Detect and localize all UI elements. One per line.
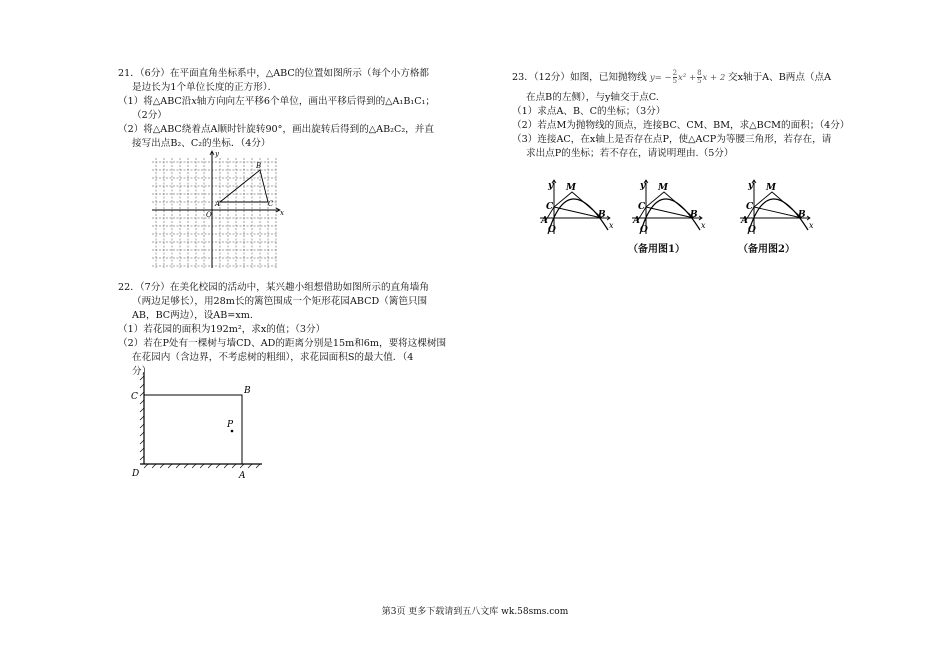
q23-fig1-label-m: M (566, 183, 576, 193)
q23-figure-main (538, 176, 618, 238)
q22-label-c: C (131, 392, 138, 402)
q21-line-2: 是边长为1个单位长度的正方形）． (132, 82, 278, 93)
q23-fig2-label-a: A (633, 216, 640, 226)
q22-label-a: A (239, 471, 246, 481)
page-footer: 第3页 更多下载请到五八文库 wk.58sms.com (381, 607, 569, 617)
q23-fig1-label-o: O (548, 225, 556, 235)
q21-label-a: A (215, 200, 221, 208)
q23-line-2: 在点B的左侧），与y轴交于点C. (526, 92, 659, 103)
q23-fig3-label-b: B (798, 210, 806, 220)
q23-line-1: 23．（12分）如图，已知抛物线 y= − $\frac{2}{5}$ x² + $\frac{8}{5}$ x + 2 交x轴于A、B两点（点A (512, 69, 832, 85)
q23-fig2-label-m: M (658, 183, 668, 193)
q23-figure-spare-2 (738, 176, 818, 238)
q23-caption-spare-1: （备用图1） (628, 244, 685, 255)
q22-line-7: 分） (132, 366, 152, 377)
q23-fig2-label-o: O (640, 225, 648, 235)
q23-fig2-label-c: C (638, 202, 646, 212)
q22-line-5: （2）若在P处有一棵树与墙CD、AD的距离分别是15m和6m，要将这棵树围 (118, 338, 447, 349)
q23-fig1-label-x: x (609, 221, 614, 230)
q22-line-1: 22．（7分）在美化校园的活动中，某兴趣小组想借助如图所示的直角墙角 (118, 282, 429, 293)
q21-label-o: O (206, 211, 212, 219)
q21-line-4: （2分） (132, 110, 167, 121)
q23-line-5: （3）连接AC，在x轴上是否存在点P，使△ACP为等腰三角形，若存在，请 (512, 134, 832, 145)
q21-label-b: B (256, 162, 262, 170)
q22-line-3: AB，BC两边），设AB=xm. (132, 310, 253, 321)
q21-line-6: 接写出点B₂、C₂的坐标．（4分） (132, 138, 271, 149)
q21-label-x: x (280, 209, 284, 217)
q23-figure-spare-1 (630, 176, 710, 238)
q23-fig3-label-m: M (766, 183, 776, 193)
q22-line-4: （1）若花园的面积为192m²，求x的值；（3分） (118, 324, 326, 335)
q21-coordinate-grid (148, 150, 288, 272)
q23-caption-spare-2: （备用图2） (738, 244, 795, 255)
q21-label-y: y (215, 150, 219, 158)
q23-fig1-label-a: A (541, 216, 548, 226)
q23-fig3-label-a: A (741, 216, 748, 226)
q22-tree-point (231, 430, 234, 433)
q23-fig2-label-x: x (701, 221, 706, 230)
q23-fig1-label-y: y (548, 181, 554, 191)
q22-line-6: 在花园内（含边界，不考虑树的粗细），求花园面积S的最大值．（4 (132, 352, 414, 363)
q23-fig2-label-y: y (640, 181, 646, 191)
q23-fig3-label-o: O (748, 225, 756, 235)
q21-line-3: （1）将△ABC沿x轴方向向左平移6个单位，画出平移后得到的△A₁B₁C₁； (118, 96, 435, 107)
q21-label-c: C (268, 200, 274, 208)
q23-fig1-label-c: C (546, 202, 554, 212)
q23-fig2-label-b: B (690, 210, 698, 220)
q23-fig3-label-y: y (748, 181, 754, 191)
q23-fig3-label-x: x (809, 221, 814, 230)
q23-line-6: 求出点P的坐标；若不存在，请说明理由.（5分） (526, 148, 734, 159)
q22-line-2: （两边足够长），用28m长的篱笆围成一个矩形花园ABCD（篱笆只围 (132, 296, 428, 307)
q21-line-5: （2）将△ABC绕着点A顺时针旋转90°，画出旋转后得到的△AB₂C₂，并直 (118, 124, 434, 135)
q23-line-4: （2）若点M为抛物线的顶点，连接BC、CM、BM，求△BCM的面积；（4分） (512, 120, 850, 131)
q23-fig1-label-b: B (598, 210, 606, 220)
q22-label-b: B (244, 386, 251, 396)
q22-garden-figure (128, 368, 268, 486)
q21-line-1: 21．（6分）在平面直角坐标系中，△ABC的位置如图所示（每个小方格都 (118, 68, 430, 79)
q23-equation: y= − $\frac{2}{5}$ x² + $\frac{8}{5}$ x + 2 (649, 69, 726, 85)
q23-fig3-label-c: C (746, 202, 754, 212)
q22-label-p: P (227, 420, 234, 430)
q23-line-3: （1）求点A、B、C的坐标；（3分） (512, 106, 666, 117)
q22-label-d: D (132, 469, 140, 479)
